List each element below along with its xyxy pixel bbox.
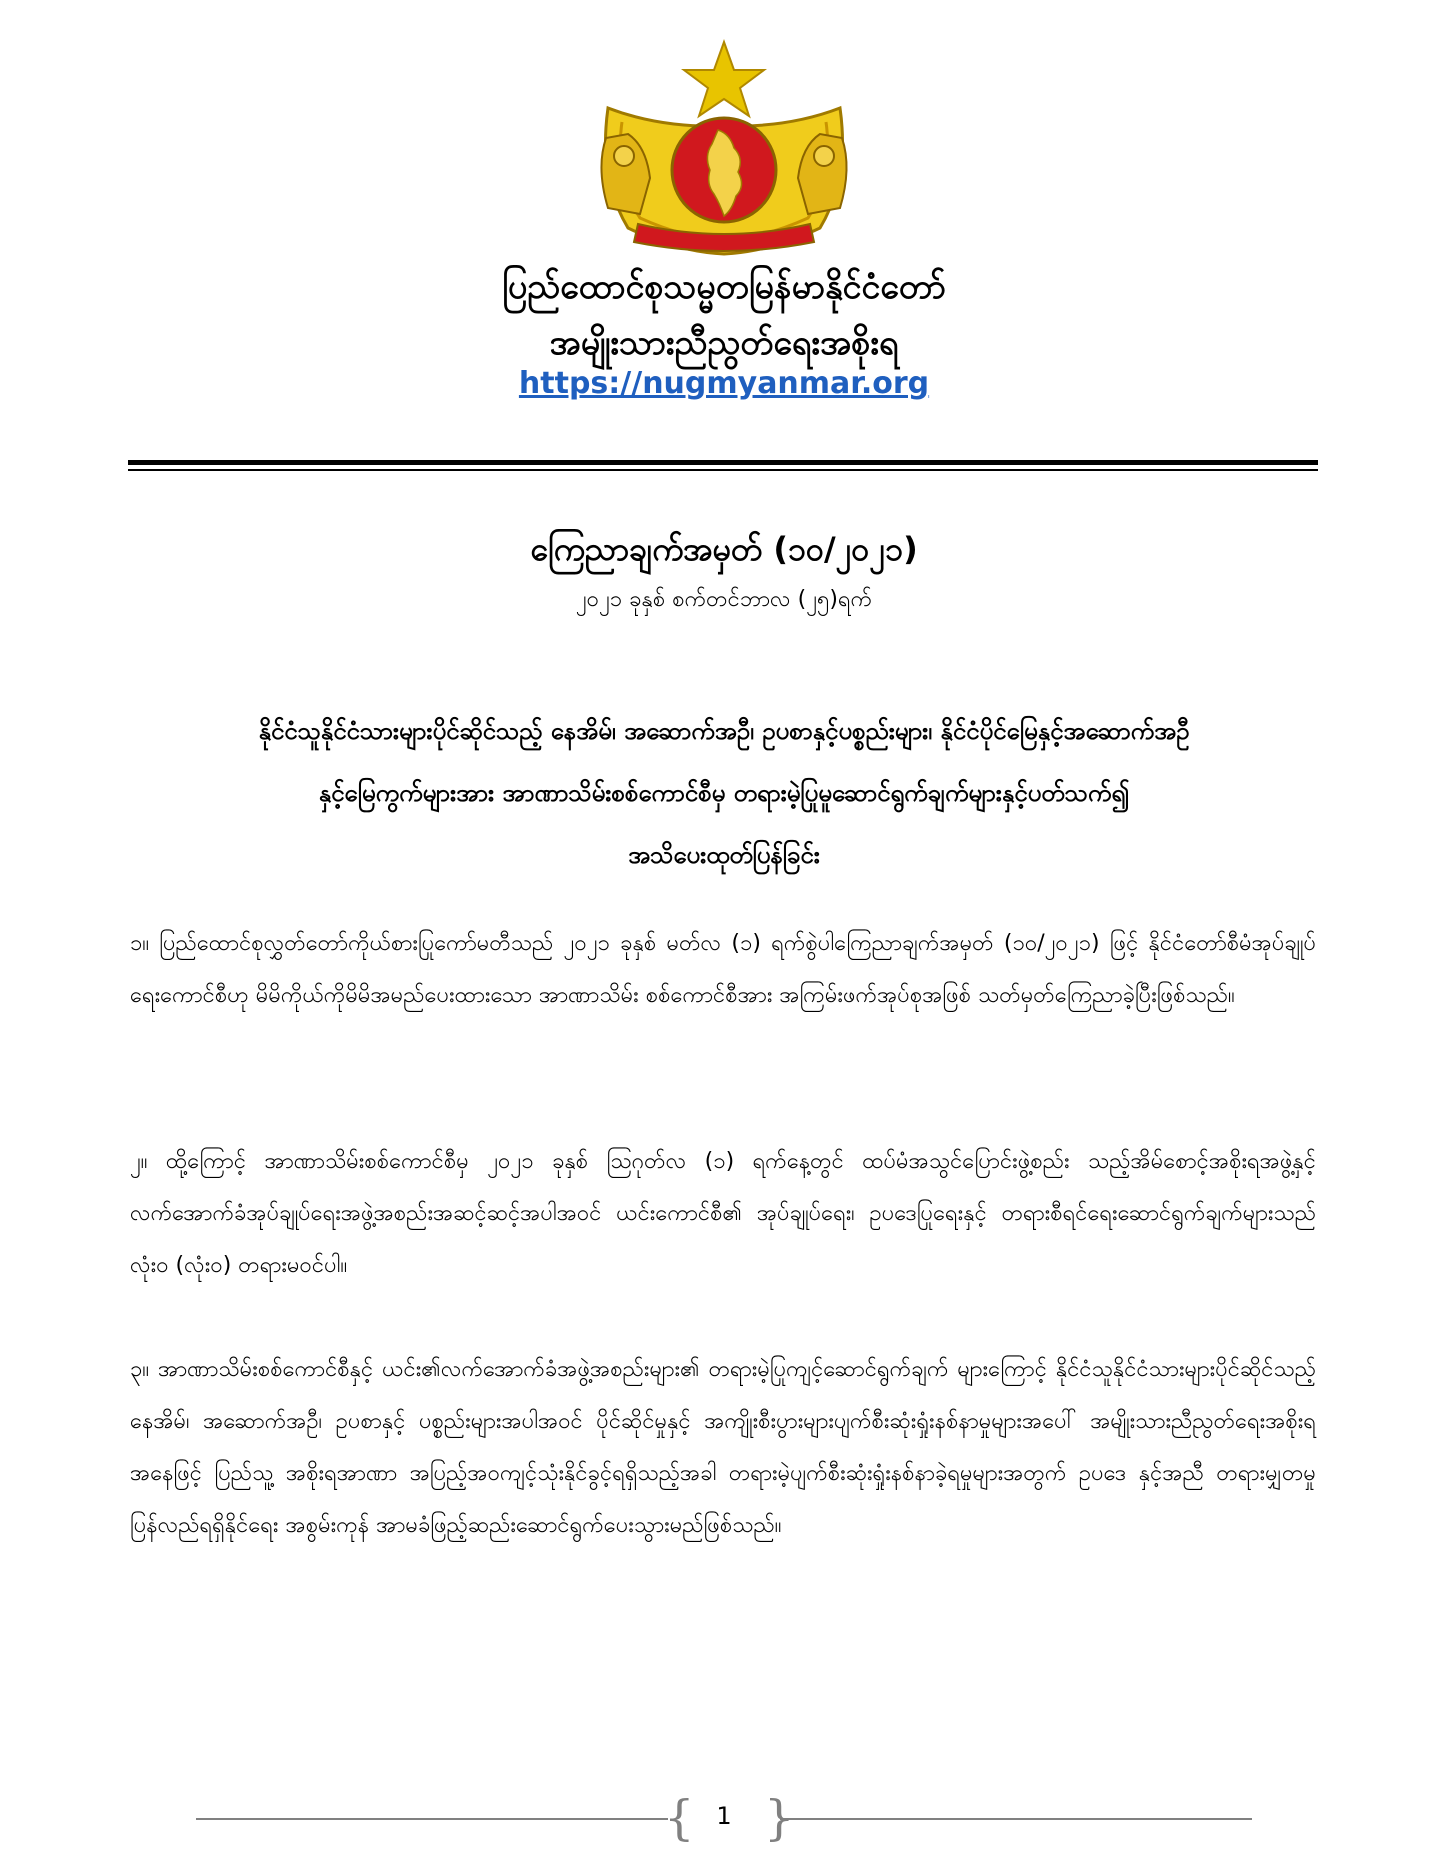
announcement-number: ကြေညာချက်အမှတ် (၁၀/၂၀၂၁) bbox=[530, 530, 918, 568]
organization-name-line2: အမျိုးသားညီညွတ်ရေးအစိုးရ bbox=[549, 323, 899, 363]
subject-line: နှင့်မြေကွက်များအား အာဏာသိမ်းစစ်ကောင်စီမှ တရားမဲ့ပြုမူဆောင်ရွက်ချက်များနှင့်ပတ်သက်၍ bbox=[318, 779, 1130, 807]
subject-line: အသိပေးထုတ်ပြန်ခြင်း bbox=[628, 841, 820, 869]
announcement-date: ၂၀၂၁ ခုနှစ် စက်တင်ဘာလ (၂၅)ရက် bbox=[575, 587, 873, 612]
paragraph-1: ၁။ ပြည်ထောင်စုလွှတ်တော်ကိုယ်စားပြုကော်မတီသည် ၂၀၂၁ ခုနှစ် မတ်လ (၁) ရက်စွဲပါကြေညာချက်အမှတ် (၁၀/၂၀၂၁) ဖြင့် နိုင်ငံတော်စီမံအုပ်ချုပ်ရေးကောင်စီဟု မိမိကိုယ်ကိုမိမိအမည်ပေးထားသော အာဏာသိမ်း စစ်ကောင်စီအား အကြမ်းဖက်အုပ်စုအဖြစ် သတ်မှတ်ကြေညာခဲ့ပြီးဖြစ်သည်။ bbox=[130, 931, 1316, 1008]
paragraph-2: ၂။ ထို့ကြောင့် အာဏာသိမ်းစစ်ကောင်စီမှ ၂၀၂၁ ခုနှစ် ဩဂုတ်လ (၁) ရက်နေ့တွင် ထပ်မံအသွင်ပြောင်းဖွဲ့စည်း သည့်အိမ်စောင့်အစိုးရအဖွဲ့နှင့် လက်အောက်ခံအုပ်ချုပ်ရေးအဖွဲ့အစည်းအဆင့်ဆင့်အပါအဝင် ယင်းကောင်စီ၏ အုပ်ချုပ်ရေး၊ ဥပဒေပြုရေးနှင့် တရားစီရင်ရေးဆောင်ရွက်ချက်များသည် လုံးဝ (လုံးဝ) တရားမဝင်ပါ။ bbox=[130, 1149, 1316, 1278]
footer-rule-right bbox=[780, 1818, 1252, 1820]
brace-left-icon: { bbox=[664, 1790, 695, 1846]
website-link[interactable]: https://nugmyanmar.org bbox=[518, 366, 930, 401]
subject-line: နိုင်ငံသူနိုင်ငံသားများပိုင်ဆိုင်သည့် နေအိမ်၊ အဆောက်အဦ၊ ဥပစာနှင့်ပစ္စည်းများ၊ နိုင်ငံပိုင်မြေနှင့်အဆောက်အဦ bbox=[258, 717, 1190, 745]
footer-rule-left bbox=[196, 1818, 668, 1820]
organization-name-line1: ပြည်ထောင်စုသမ္မတမြန်မာနိုင်ငံတော် bbox=[502, 267, 946, 307]
header-divider-thin bbox=[128, 469, 1318, 471]
header-divider-thick bbox=[128, 460, 1318, 465]
announcement-subject bbox=[150, 700, 1298, 886]
paragraph-3: ၃။ အာဏာသိမ်းစစ်ကောင်စီနှင့် ယင်း၏လက်အောက်ခံအဖွဲ့အစည်းများ၏ တရားမဲ့ပြုကျင့်ဆောင်ရွက်ချက် များကြောင့် နိုင်ငံသူနိုင်ငံသားများပိုင်ဆိုင်သည့် နေအိမ်၊ အဆောက်အဦ၊ ဥပစာနှင့် ပစ္စည်းများအပါအဝင် ပိုင်ဆိုင်မှုနှင့် အကျိုးစီးပွားများပျက်စီးဆုံးရှုံးနစ်နာမှုများအပေါ် အမျိုးသားညီညွတ်ရေးအစိုးရအနေဖြင့် ပြည်သူ့ အစိုးရအာဏာ အပြည့်အဝကျင့်သုံးနိုင်ခွင့်ရရှိသည့်အခါ တရားမဲ့ပျက်စီးဆုံးရှုံးနစ်နာခဲ့ရမှုများအတွက် ဥပဒေ နှင့်အညီ တရားမျှတမှု ပြန်လည်ရရှိနိုင်ရေး အစွမ်းကုန် အာမခံဖြည့်ဆည်းဆောင်ရွက်ပေးသွားမည်ဖြစ်သည်။ bbox=[130, 1357, 1316, 1538]
page-number: 1 bbox=[716, 1802, 732, 1830]
brace-right-icon: } bbox=[764, 1790, 795, 1846]
state-emblem-icon bbox=[588, 38, 860, 260]
